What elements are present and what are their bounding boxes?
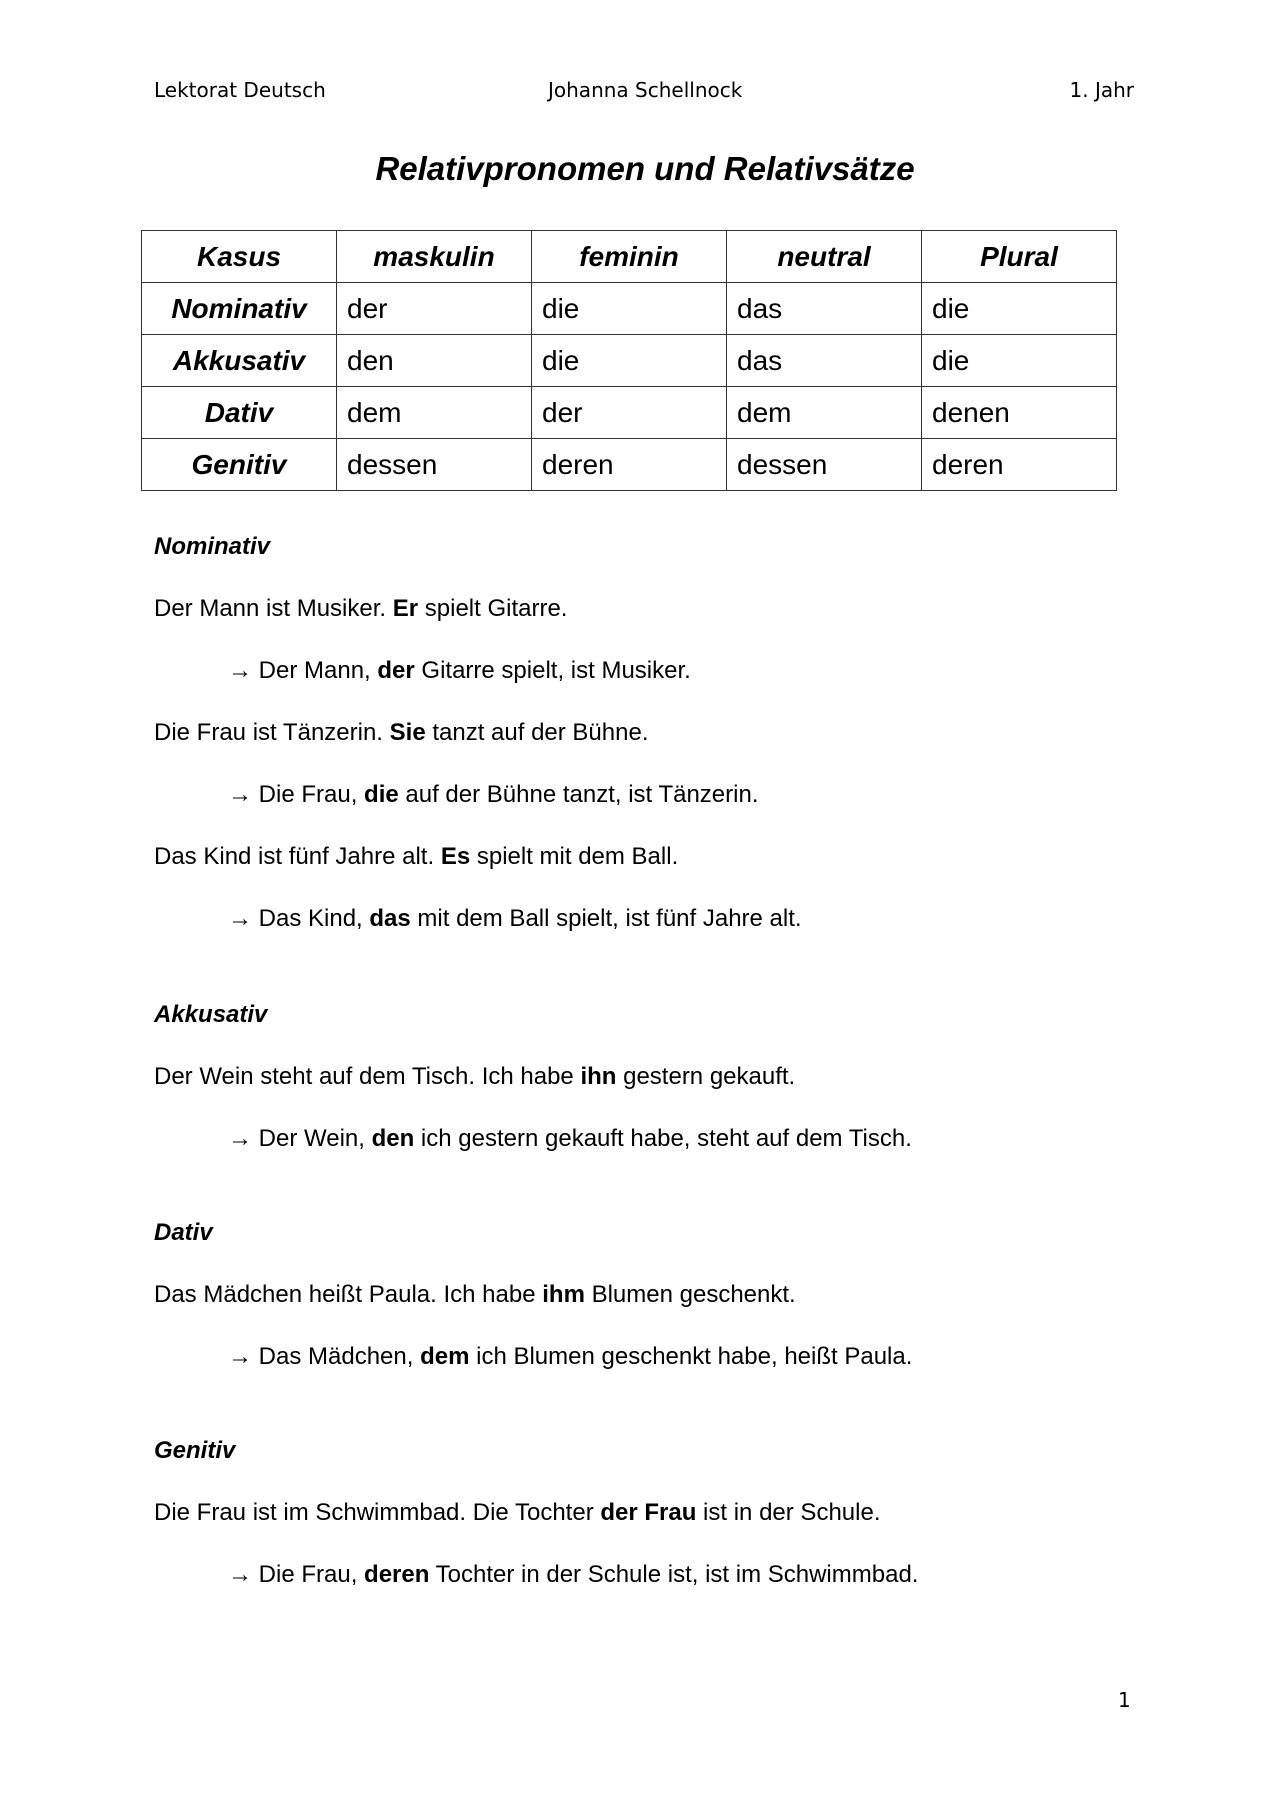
section-heading-akkusativ: Akkusativ [154, 1001, 268, 1028]
example-sentence [154, 719, 649, 747]
relative-pronoun-highlight: die [364, 781, 399, 808]
pronoun-highlight: Sie [389, 719, 426, 746]
sentence-text: → Der Wein, [228, 1125, 372, 1152]
sentence-text: Tochter in der Schule ist, ist im Schwimmbad. [429, 1561, 919, 1588]
row-header: Genitiv [142, 439, 337, 491]
sentence-text: → Die Frau, [228, 1561, 365, 1588]
column-header: Plural [922, 231, 1117, 283]
sentence-text: Der Mann ist Musiker. [154, 595, 393, 622]
sentence-text: Die Frau ist im Schwimmbad. Die Tochter [154, 1499, 601, 1526]
sentence-text: gestern gekauft. [616, 1063, 796, 1090]
example-sentence [154, 1063, 795, 1091]
sentence-text: spielt mit dem Ball. [470, 843, 679, 870]
relative-clause-sentence [228, 657, 691, 685]
table-cell: deren [532, 439, 727, 491]
table-cell: deren [922, 439, 1117, 491]
sentence-text: ist in der Schule. [696, 1499, 881, 1526]
pronoun-highlight: Es [440, 843, 471, 870]
pronoun-highlight: der Frau [600, 1499, 697, 1526]
row-header: Nominativ [142, 283, 337, 335]
example-sentence [154, 1499, 880, 1527]
sentence-text: Das Kind ist fünf Jahre alt. [154, 843, 441, 870]
section-heading-dativ: Dativ [154, 1219, 213, 1246]
header-center: Johanna Schellnock [548, 78, 743, 102]
page-title: Relativpronomen und Relativsätze [375, 150, 915, 187]
section-heading-nominativ: Nominativ [154, 533, 271, 560]
table-row [142, 387, 1117, 439]
page-header [154, 78, 1134, 106]
table-cell: denen [922, 387, 1117, 439]
pronoun-highlight: Er [392, 595, 419, 622]
relative-pronoun-highlight: das [369, 905, 411, 932]
sentence-text: tanzt auf der Bühne. [425, 719, 649, 746]
header-right: 1. Jahr [1069, 78, 1134, 102]
table-header-row [142, 231, 1117, 283]
relative-clause-sentence [228, 1561, 918, 1589]
table-cell: der [337, 283, 532, 335]
sentence-text: Das Mädchen heißt Paula. Ich habe [154, 1281, 543, 1308]
relative-pronoun-highlight: deren [364, 1561, 430, 1588]
column-header: feminin [532, 231, 727, 283]
relative-pronoun-highlight: dem [420, 1343, 470, 1370]
sentence-text: → Der Mann, [228, 657, 378, 684]
relative-clause-sentence [228, 1343, 912, 1371]
sentence-text: Gitarre spielt, ist Musiker. [414, 657, 691, 684]
table-cell: das [727, 283, 922, 335]
header-left: Lektorat Deutsch [154, 78, 326, 102]
table-cell: die [532, 335, 727, 387]
table-cell: dem [727, 387, 922, 439]
relative-pronoun-highlight: der [377, 657, 415, 684]
sentence-text: Blumen geschenkt. [584, 1281, 796, 1308]
section-heading-genitiv: Genitiv [154, 1437, 236, 1464]
relative-clause-sentence [228, 781, 758, 809]
relative-pronoun-highlight: den [371, 1125, 415, 1152]
column-header: neutral [727, 231, 922, 283]
row-header: Akkusativ [142, 335, 337, 387]
table-cell: dem [337, 387, 532, 439]
example-sentence [154, 843, 678, 871]
sentence-text: ich Blumen geschenkt habe, heißt Paula. [469, 1343, 913, 1370]
pronoun-highlight: ihm [542, 1281, 585, 1308]
table-cell: die [922, 335, 1117, 387]
example-sentence [154, 1281, 796, 1309]
sentence-text: → Das Kind, [228, 905, 370, 932]
row-header: Dativ [142, 387, 337, 439]
sentence-text: Der Wein steht auf dem Tisch. Ich habe [154, 1063, 581, 1090]
sentence-text: auf der Bühne tanzt, ist Tänzerin. [398, 781, 759, 808]
sentence-text: → Das Mädchen, [228, 1343, 421, 1370]
table-row [142, 335, 1117, 387]
table-cell: das [727, 335, 922, 387]
table-cell: der [532, 387, 727, 439]
column-header: maskulin [337, 231, 532, 283]
column-header: Kasus [142, 231, 337, 283]
page-number: 1 [1118, 1688, 1131, 1712]
sentence-text: mit dem Ball spielt, ist fünf Jahre alt. [410, 905, 802, 932]
relative-pronoun-table [141, 230, 1117, 491]
sentence-text: Die Frau ist Tänzerin. [154, 719, 390, 746]
relative-clause-sentence [228, 1125, 912, 1153]
relative-clause-sentence [228, 905, 802, 933]
table-cell: dessen [727, 439, 922, 491]
example-sentence [154, 595, 567, 623]
table-row [142, 283, 1117, 335]
table-cell: die [922, 283, 1117, 335]
sentence-text: ich gestern gekauft habe, steht auf dem Tisch. [414, 1125, 912, 1152]
table-row [142, 439, 1117, 491]
pronoun-highlight: ihn [580, 1063, 617, 1090]
table-cell: die [532, 283, 727, 335]
table-cell: den [337, 335, 532, 387]
sentence-text: → Die Frau, [228, 781, 365, 808]
sentence-text: spielt Gitarre. [418, 595, 568, 622]
table-cell: dessen [337, 439, 532, 491]
